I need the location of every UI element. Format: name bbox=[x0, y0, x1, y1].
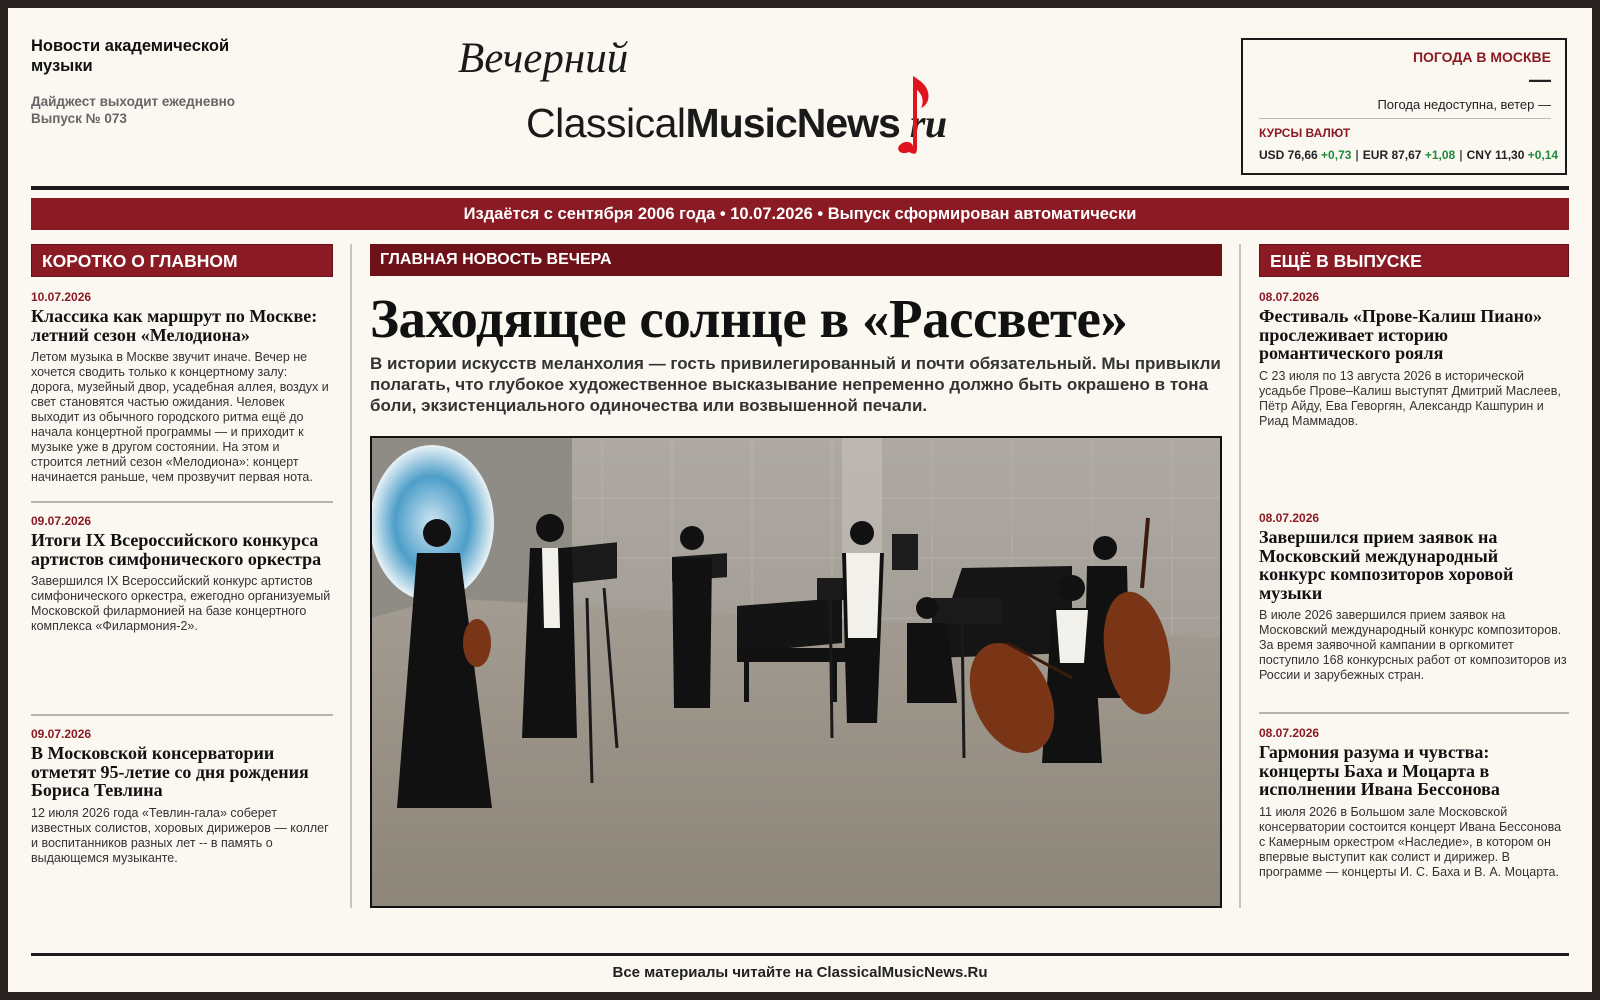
concert-photo-illustration bbox=[372, 438, 1220, 906]
lead-story-headline[interactable]: Заходящее солнце в «Рассвете» bbox=[370, 288, 1128, 349]
news-summary: 11 июля 2026 в Большом зале Московской консерватории состоится концерт Ивана Бессонова с Камерным оркестром «Наследие», в котором он впервые выступит как солист и дирижер. В программе — концерты И. С. Баха и В. А. Моцарта. bbox=[1259, 804, 1562, 879]
news-summary: В июле 2026 завершился прием заявок на Московский международный конкурс композиторов. За время заявочной кампании в оргкомитет поступило 168 конкурсных работ от композиторов из России и зарубежных стран. bbox=[1259, 608, 1567, 682]
footer-divider bbox=[31, 953, 1569, 956]
masthead-divider bbox=[31, 186, 1569, 190]
news-date: 09.07.2026 bbox=[31, 727, 92, 741]
digest-line: Дайджест выходит ежедневно bbox=[31, 94, 236, 109]
news-item[interactable] bbox=[1259, 511, 1569, 683]
news-title-link[interactable]: Фестиваль «Прове-Калиш Пиано» прослеживает историю романтического рояля bbox=[1259, 306, 1543, 363]
news-item[interactable] bbox=[1259, 726, 1569, 880]
rate-cny-delta: +0,14 bbox=[1527, 148, 1559, 162]
column-divider bbox=[1239, 244, 1241, 908]
news-summary: 12 июля 2026 года «Тевлин-гала» соберет известных солистов, хоровых дирижеров — коллег и воспитанников разных лет -- в память о выдающемся музыканте. bbox=[31, 805, 329, 865]
rate-usd-value: USD 76,66 bbox=[1259, 148, 1318, 162]
news-title-link[interactable]: Гармония разума и чувства: концерты Баха и Моцарта в исполнении Ивана Бессонова bbox=[1259, 742, 1500, 799]
weather-currency-widget bbox=[1241, 38, 1567, 175]
rate-eur bbox=[1363, 148, 1455, 162]
item-divider bbox=[1259, 712, 1569, 714]
logo-music: Music bbox=[685, 100, 797, 146]
issue-banner: Издаётся с сентября 2006 года • 10.07.2026 • Выпуск сформирован автоматически bbox=[31, 198, 1569, 230]
news-date: 08.07.2026 bbox=[1259, 511, 1320, 525]
rate-separator: | bbox=[1355, 148, 1359, 162]
news-date: 09.07.2026 bbox=[31, 514, 92, 528]
rates-title: КУРСЫ ВАЛЮТ bbox=[1259, 126, 1351, 140]
logo-evening: Вечерний bbox=[458, 35, 629, 82]
rate-usd bbox=[1259, 148, 1351, 162]
center-column bbox=[370, 244, 1222, 910]
logo-ru: ru bbox=[909, 101, 947, 146]
logo-wordmark bbox=[526, 100, 947, 147]
news-date: 08.07.2026 bbox=[1259, 290, 1320, 304]
news-item[interactable] bbox=[31, 290, 333, 485]
lead-story-label: ГЛАВНАЯ НОВОСТЬ ВЕЧЕРА bbox=[370, 244, 1222, 276]
news-title-link[interactable]: Классика как маршрут по Москве: летний сезон «Мелодиона» bbox=[31, 306, 318, 345]
right-section-heading: ЕЩЁ В ВЫПУСКЕ bbox=[1259, 244, 1569, 277]
news-item[interactable] bbox=[1259, 290, 1569, 429]
rate-cny-value: CNY 11,30 bbox=[1466, 148, 1525, 162]
weather-value: — bbox=[1529, 67, 1551, 92]
news-summary: С 23 июля по 13 августа 2026 в исторической усадьбе Прове–Калиш выступят Дмитрий Маслеев, Пётр Айду, Ева Геворгян, Александр Кашпурин и Риад Маммадов. bbox=[1259, 368, 1561, 428]
lead-story-photo[interactable] bbox=[370, 436, 1222, 908]
rate-separator: | bbox=[1459, 148, 1463, 162]
weather-title: ПОГОДА В МОСКВЕ bbox=[1412, 49, 1551, 65]
logo-news: News bbox=[796, 100, 900, 146]
item-divider bbox=[31, 714, 333, 716]
rate-usd-delta: +0,73 bbox=[1321, 148, 1352, 162]
news-summary: Завершился IX Всероссийский конкурс артистов симфонического оркестра, ежегодно организуемый Московской филармонией на базе концертного комплекса «Филармония-2». bbox=[31, 574, 331, 633]
logo-classical: Classical bbox=[526, 100, 686, 146]
news-date: 10.07.2026 bbox=[31, 290, 92, 304]
digest-info bbox=[31, 93, 251, 127]
footer-link[interactable]: Все материалы читайте на ClassicalMusicNews.Ru bbox=[612, 964, 988, 981]
news-item[interactable] bbox=[31, 514, 333, 634]
item-divider bbox=[31, 501, 333, 503]
news-item[interactable] bbox=[31, 727, 333, 866]
news-date: 08.07.2026 bbox=[1259, 726, 1320, 740]
left-section-heading: КОРОТКО О ГЛАВНОМ bbox=[31, 244, 333, 277]
lead-story-summary: В истории искусств меланхолия — гость привилегированный и почти обязательный. Мы привыкли полагать, что глубокое художественное высказывание непременно должно быть окрашено в тона боли, экзистенциального одиночества или возвышенной печали. bbox=[370, 354, 1221, 415]
masthead-left bbox=[31, 37, 251, 127]
rate-eur-value: EUR 87,67 bbox=[1362, 148, 1422, 162]
currency-rates bbox=[1259, 148, 1559, 162]
rate-eur-delta: +1,08 bbox=[1424, 148, 1456, 162]
news-summary: Летом музыка в Москве звучит иначе. Вечер не хочется сводить только к концертному залу: дорога, музейный двор, усадебная аллея, воздух и свет становятся частью ожидания. Человек выходит из обычного городского ритма ещё до начала концертной программы — и приходит к музыке уже в другом состоянии. На этом и строится летний сезон «Мелодиона»: концерт начинается раньше, чем прозвучит первая нота. bbox=[31, 350, 329, 484]
news-title-link[interactable]: В Московской консерватории отметят 95-летие со дня рождения Бориса Тевлина bbox=[31, 743, 309, 800]
rate-cny bbox=[1467, 148, 1559, 162]
left-column bbox=[31, 244, 333, 904]
issue-number: Выпуск № 073 bbox=[31, 111, 127, 126]
section-title: Новости академической музыки bbox=[31, 37, 230, 75]
column-divider bbox=[350, 244, 352, 908]
music-note-icon bbox=[893, 70, 933, 165]
news-title-link[interactable]: Итоги IX Всероссийского конкурса артистов симфонического оркестра bbox=[31, 530, 322, 569]
weather-status: Погода недоступна, ветер — bbox=[1259, 97, 1551, 119]
site-logo[interactable] bbox=[438, 30, 998, 180]
news-title-link[interactable]: Завершился прием заявок на Московский международный конкурс композиторов хоровой музыки bbox=[1259, 527, 1514, 603]
right-column bbox=[1259, 244, 1569, 904]
newspaper-page bbox=[8, 8, 1592, 992]
